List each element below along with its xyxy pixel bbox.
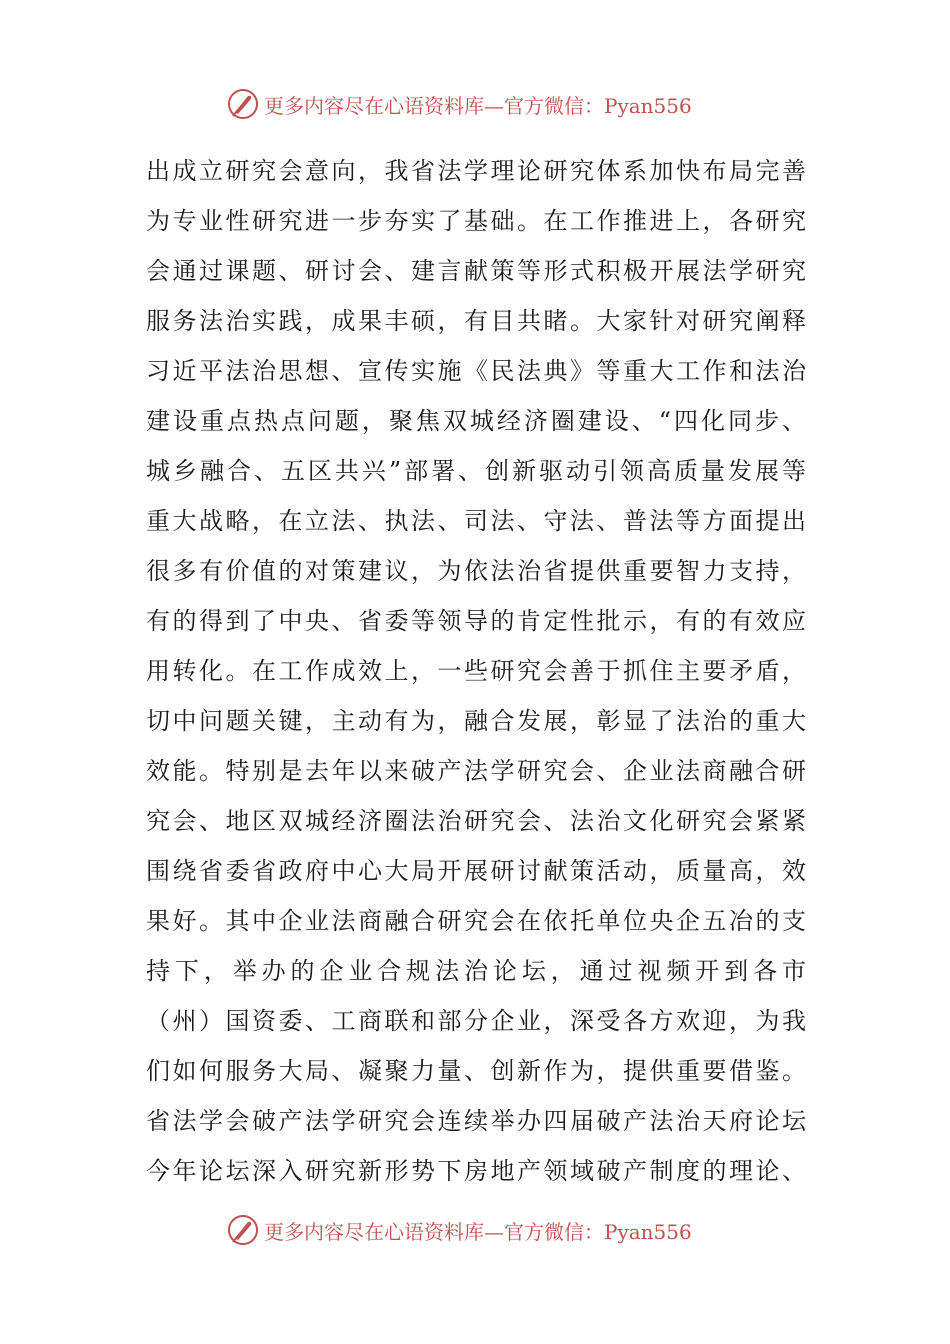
watermark-text-top: 更多内容尽在心语资料库—官方微信：Pyan556: [264, 93, 692, 118]
text-line: 会通过课题、研讨会、建言献策等形式积极开展法学研究: [146, 257, 806, 285]
body-text: [146, 146, 806, 1196]
watermark-banner-bottom: [226, 1212, 692, 1248]
text-line: 省法学会破产法学研究会连续举办四届破产法治天府论坛: [146, 1107, 806, 1135]
text-line: 用转化。在工作成效上，一些研究会善于抓住主要矛盾，: [146, 657, 806, 685]
text-line: 很多有价值的对策建议，为依法治省提供重要智力支持，: [146, 557, 806, 585]
text-line: 建设重点热点问题，聚焦双城经济圈建设、“四化同步、: [146, 407, 806, 435]
text-line: 有的得到了中央、省委等领导的肯定性批示，有的有效应: [146, 607, 806, 635]
watermark-banner-top: [226, 86, 692, 122]
text-line: 今年论坛深入研究新形势下房地产领域破产制度的理论、: [146, 1157, 806, 1185]
text-line: （州）国资委、工商联和部分企业，深受各方欢迎，为我: [146, 1007, 806, 1035]
text-line: 果好。其中企业法商融合研究会在依托单位央企五冶的支: [146, 907, 806, 935]
quill-logo-icon: [226, 87, 260, 121]
quill-logo-icon: [226, 1213, 260, 1247]
text-line: 切中问题关键，主动有为，融合发展，彰显了法治的重大: [146, 707, 806, 735]
text-line: 效能。特别是去年以来破产法学研究会、企业法商融合研: [146, 757, 806, 785]
text-line: 习近平法治思想、宣传实施《民法典》等重大工作和法治: [146, 357, 806, 385]
text-line: 究会、地区双城经济圈法治研究会、法治文化研究会紧紧: [146, 807, 806, 835]
text-line: 出成立研究会意向，我省法学理论研究体系加快布局完善: [146, 157, 806, 185]
watermark-text-bottom: 更多内容尽在心语资料库—官方微信：Pyan556: [264, 1219, 692, 1244]
text-line: 重大战略，在立法、执法、司法、守法、普法等方面提出: [146, 507, 806, 535]
text-line: 服务法治实践，成果丰硕，有目共睹。大家针对研究阐释: [146, 307, 806, 335]
text-line: 为专业性研究进一步夯实了基础。在工作推进上，各研究: [146, 207, 806, 235]
text-line: 城乡融合、五区共兴”部署、创新驱动引领高质量发展等: [146, 457, 806, 485]
text-line: 围绕省委省政府中心大局开展研讨献策活动，质量高，效: [146, 857, 806, 885]
text-line: 们如何服务大局、凝聚力量、创新作为，提供重要借鉴。: [146, 1057, 806, 1085]
text-line: 持下，举办的企业合规法治论坛，通过视频开到各市: [146, 957, 806, 985]
